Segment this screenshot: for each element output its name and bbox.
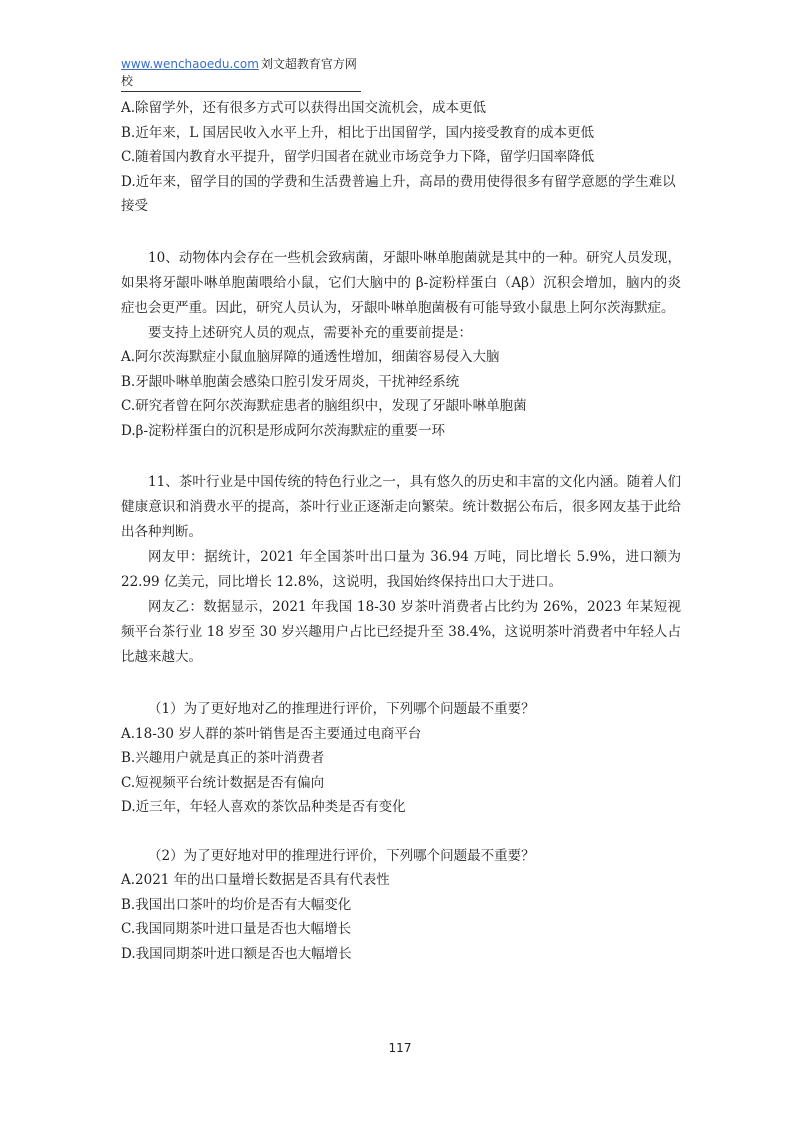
page-number: 117 — [388, 1041, 412, 1055]
q11-stem: 11、茶叶行业是中国传统的特色行业之一，具有悠久的历史和丰富的文化内涵。随着人们健康意识和消费水平的提高，茶叶行业正逐渐走向繁荣。统计数据公布后，很多网友基于此给出各种判断。 — [121, 474, 681, 540]
q11-sub1-option-d: D.近三年，年轻人喜欢的茶饮品种类是否有变化 — [121, 799, 406, 815]
site-url-link[interactable]: www.wenchaoedu.com — [121, 57, 259, 71]
site-name: 刘文超教育官方网校 — [121, 57, 357, 88]
q9-option-a: A.除留学外，还有很多方式可以获得出国交流机会，成本更低 — [121, 100, 487, 116]
q9-option-b: B.近年来，L 国居民收入水平上升，相比于出国留学，国内接受教育的成本更低 — [121, 124, 594, 141]
q11-sub2-question: （2）为了更好地对甲的推理进行评价，下列哪个问题最不重要？ — [148, 847, 535, 864]
q9-option-c: C.随着国内教育水平提升，留学归国者在就业市场竞争力下降，留学归国率降低 — [121, 149, 595, 165]
q9-option-d: D.近年来，留学目的国的学费和生活费普遍上升，高昂的费用使得很多有留学意愿的学生难以接受 — [121, 173, 676, 214]
q11-sub1-option-c: C.短视频平台统计数据是否有偏向 — [121, 774, 325, 791]
q11-sub1-option-b: B.兴趣用户就是真正的茶叶消费者 — [121, 750, 325, 766]
page-header — [121, 55, 361, 92]
q10-option-b: B.牙龈卟啉单胞菌会感染口腔引发牙周炎，干扰神经系统 — [121, 373, 460, 390]
q11-netizen-b: 网友乙：数据显示，2021 年我国 18-30 岁茶叶消费者占比约为 26%，2023 年某短视频平台茶行业 18 岁至 30 岁兴趣用户占比已经提升至 38.4%，这说明茶叶消费者中年轻人占比越来越大。 — [121, 599, 681, 665]
q10-question: 要支持上述研究人员的观点，需要补充的重要前提是： — [148, 324, 472, 341]
q10-option-d: D.β-淀粉样蛋白的沉积是形成阿尔茨海默症的重要一环 — [121, 422, 445, 439]
q10-stem: 10、动物体内会存在一些机会致病菌，牙龈卟啉单胞菌就是其中的一种。研究人员发现，如果将牙龈卟啉单胞菌喂给小鼠，它们大脑中的 β-淀粉样蛋白（Aβ）沉积会增加，脑内的炎症也会更严重。因此，研究人员认为，牙龈卟啉单胞菌极有可能导致小鼠患上阿尔茨海默症。 — [121, 249, 681, 316]
q11-sub2-option-c: C.我国同期茶叶进口量是否也大幅增长 — [121, 921, 352, 937]
q11-sub2-option-b: B.我国出口茶叶的均价是否有大幅变化 — [121, 896, 352, 913]
document-body — [121, 96, 681, 966]
q10-option-a: A.阿尔茨海默症小鼠血脑屏障的通透性增加，细菌容易侵入大脑 — [121, 349, 500, 365]
q11-sub1-question: （1）为了更好地对乙的推理进行评价，下列哪个问题最不重要？ — [148, 701, 535, 717]
q11-sub1-option-a: A.18-30 岁人群的茶叶销售是否主要通过电商平台 — [121, 725, 422, 742]
q11-sub2-option-a: A.2021 年的出口量增长数据是否具有代表性 — [121, 872, 390, 888]
q11-netizen-a: 网友甲：据统计，2021 年全国茶叶出口量为 36.94 万吨，同比增长 5.9%，进口额为 22.99 亿美元，同比增长 12.8%，这说明，我国始终保持出口大于进口。 — [121, 549, 681, 590]
q10-option-c: C.研究者曾在阿尔茨海默症患者的脑组织中，发现了牙龈卟啉单胞菌 — [121, 398, 527, 414]
q11-sub2-option-d: D.我国同期茶叶进口额是否也大幅增长 — [121, 945, 352, 962]
